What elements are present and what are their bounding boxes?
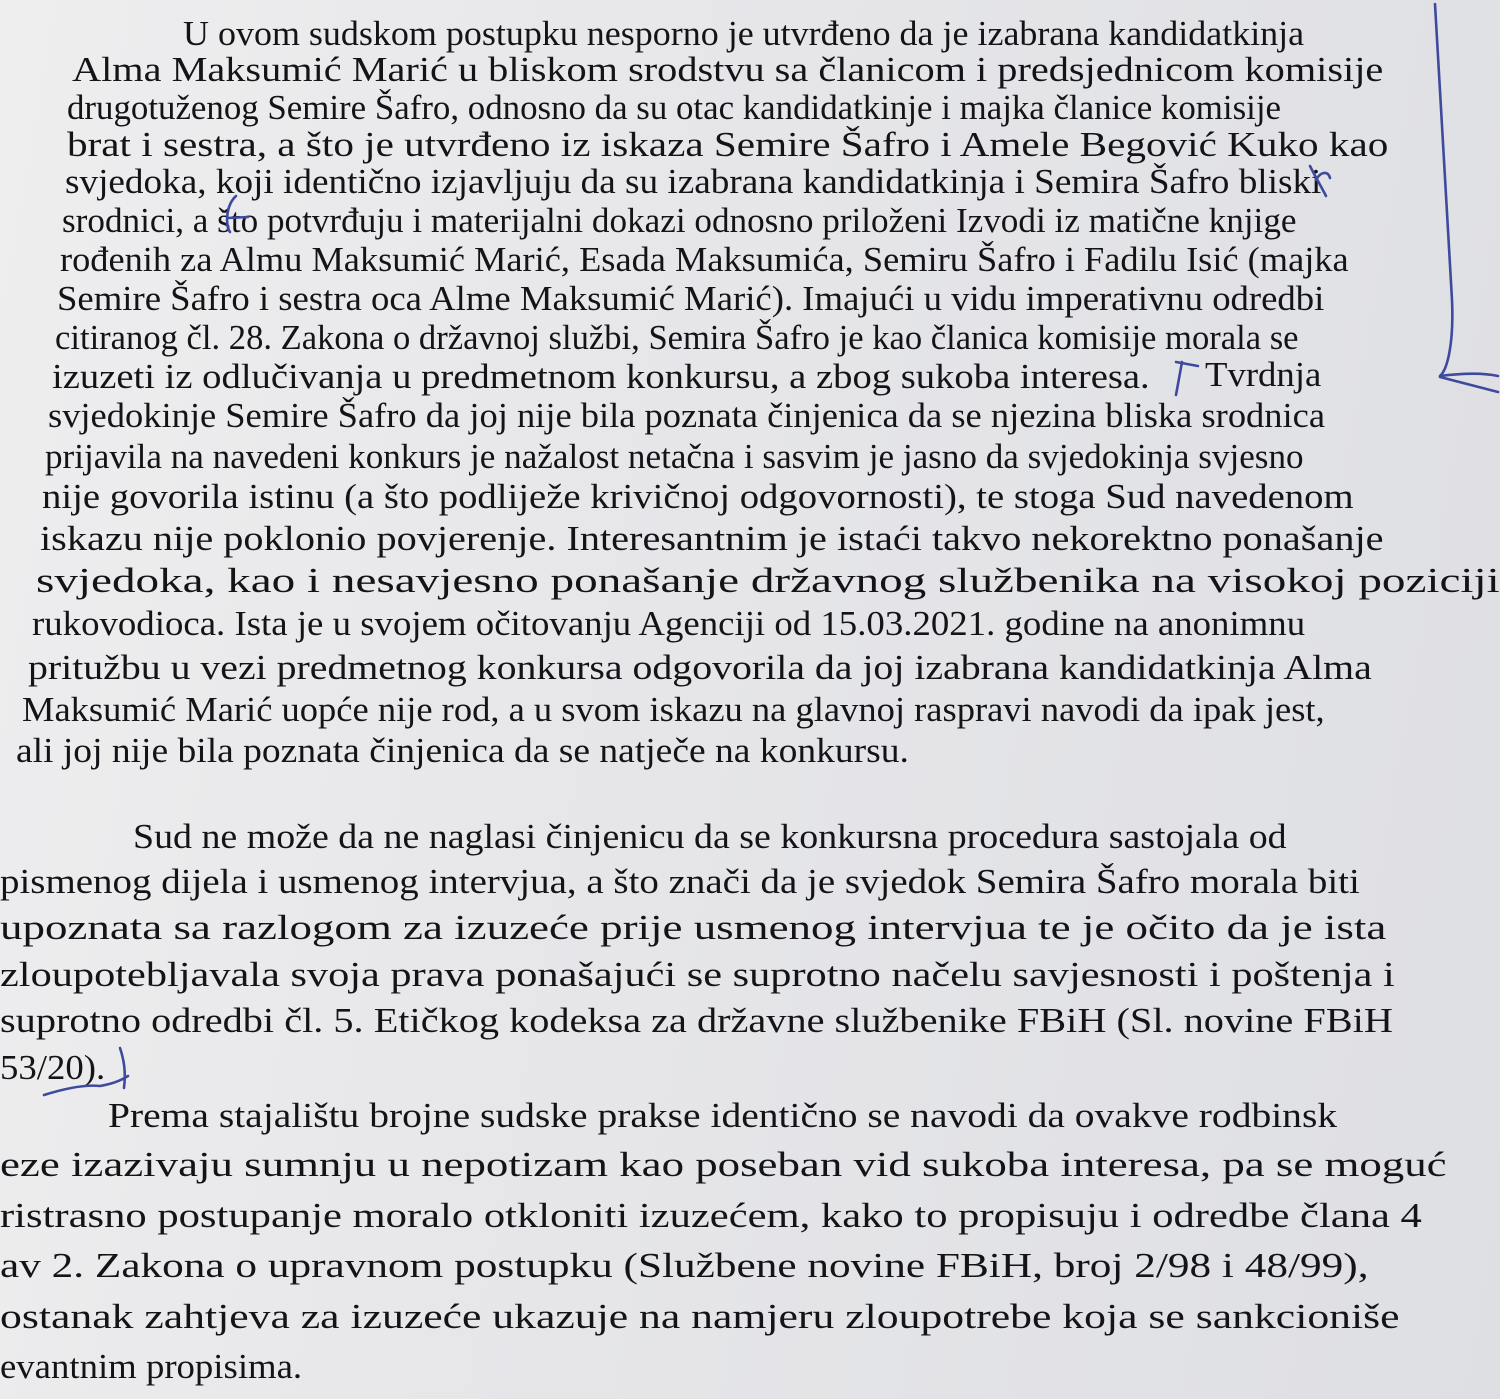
- text-line: svjedokinje Semire Šafro da joj nije bila poznata činjenica da se njezina bliska srodnica: [48, 396, 1326, 435]
- text-line: prijavila na navedeni konkurs je nažalost netačna i sasvim je jasno da svjedokinja svjesno: [45, 437, 1304, 476]
- text-line: pritužbu u vezi predmetnog konkursa odgovorila da joj izabrana kandidatkinja Alma: [28, 648, 1372, 687]
- text-line: iskazu nije poklonio povjerenje. Interesantnim je istaći takvo nekorektno ponašanje: [40, 519, 1384, 558]
- text-line: brat i sestra, a što je utvrđeno iz iskaza Semire Šafro i Amele Begović Kuko kao: [67, 125, 1389, 164]
- text-line: nije govorila istinu (a što podliježe krivičnoj odgovornosti), te stoga Sud navedenom: [42, 477, 1354, 516]
- text-line: Alma Maksumić Marić u bliskom srodstvu sa članicom i predsjednicom komisije: [72, 50, 1384, 89]
- text-line: U ovom sudskom postupku nesporno je utvrđeno da je izabrana kandidatkinja: [183, 14, 1305, 53]
- margin-bracket-mark: [1440, 377, 1498, 392]
- text-line: Maksumić Marić uopće nije rod, a u svom iskazu na glavnoj raspravi navodi da ipak jest,: [22, 690, 1325, 729]
- text-line: zloupotebljavala svoja prava ponašajući se suprotno načelu savjesnosti i poštenja i: [0, 955, 1395, 994]
- text-line: rođenih za Almu Maksumić Marić, Esada Maksumića, Semiru Šafro i Fadilu Isić (majka: [60, 240, 1349, 279]
- text-line: ristrasno postupanje moralo otkloniti izuzećem, kako to propisuju i odredbe člana 4: [0, 1196, 1422, 1235]
- text-line: 53/20).: [0, 1048, 106, 1087]
- text-line: svjedoka, koji identično izjavljuju da su izabrana kandidatkinja i Semira Šafro bliski: [65, 162, 1322, 201]
- text-line: srodnici, a što potvrđuju i materijalni dokazi odnosno priloženi Izvodi iz matične knjige: [62, 201, 1297, 240]
- text-line: citiranog čl. 28. Zakona o državnoj službi, Semira Šafro je kao članica komisije morala se: [55, 318, 1299, 357]
- text-line: ostanak zahtjeva za izuzeće ukazuje na namjeru zloupotrebe koja se sankcioniše: [0, 1297, 1400, 1336]
- text-line: rukovodioca. Ista je u svojem očitovanju Agenciji od 15.03.2021. godine na anonimnu: [32, 604, 1306, 643]
- text-line: evantnim propisima.: [0, 1347, 303, 1386]
- text-line: Sud ne može da ne naglasi činjenicu da se konkursna procedura sastojala od: [133, 817, 1287, 856]
- text-line: Semire Šafro i sestra oca Alme Maksumić Marić). Imajući u vidu imperativnu odredbi: [57, 279, 1325, 318]
- text-line: Tvrdnja: [1205, 355, 1322, 394]
- text-line: upoznata sa razlogom za izuzeće prije usmenog intervjua te je očito da je ista: [0, 908, 1387, 947]
- text-line: av 2. Zakona o upravnom postupku (Službene novine FBiH, broj 2/98 i 48/99),: [0, 1246, 1369, 1285]
- text-line: svjedoka, kao i nesavjesno ponašanje državnog službenika na visokoj poziciji: [36, 561, 1500, 600]
- text-line: drugotuženog Semire Šafro, odnosno da su otac kandidatkinje i majka članice komisije: [67, 88, 1281, 127]
- margin-bracket-mark: [1435, 4, 1498, 376]
- text-line: izuzeti iz odlučivanja u predmetnom konkursu, a zbog sukoba interesa.: [52, 357, 1150, 396]
- text-line: pismenog dijela i usmenog intervjua, a što znači da je svjedok Semira Šafro morala biti: [0, 862, 1360, 901]
- insertion-mark: [1176, 362, 1198, 395]
- text-line: eze izazivaju sumnju u nepotizam kao poseban vid sukoba interesa, pa se moguć: [0, 1145, 1447, 1184]
- text-line: ali joj nije bila poznata činjenica da se natječe na konkursu.: [16, 731, 909, 770]
- text-line: Prema stajalištu brojne sudske prakse identično se navodi da ovakve rodbinsk: [108, 1096, 1338, 1135]
- text-line: suprotno odredbi čl. 5. Etičkog kodeksa za državne službenike FBiH (Sl. novine FBiH: [0, 1001, 1393, 1040]
